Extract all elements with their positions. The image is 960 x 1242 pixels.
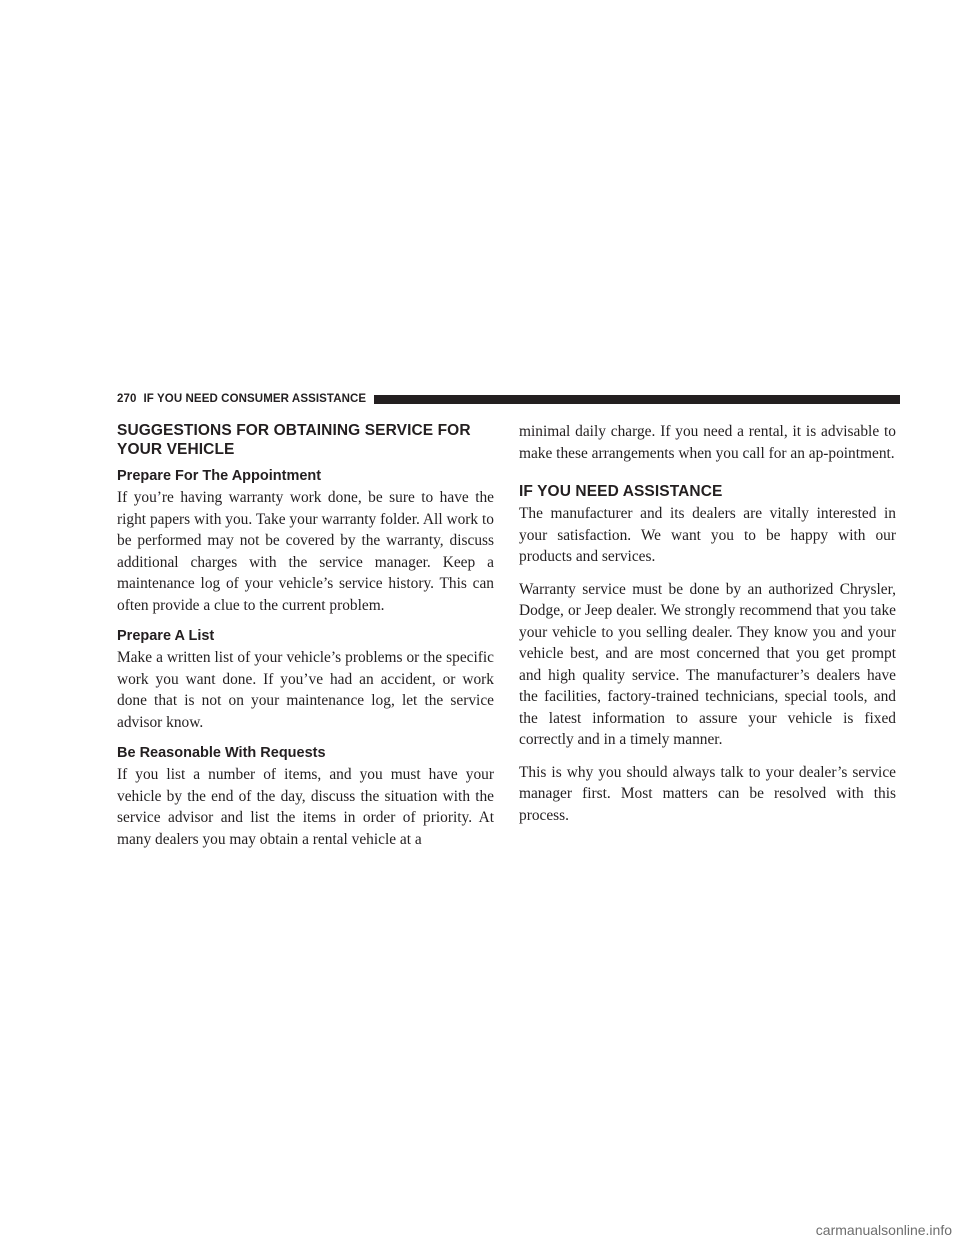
paragraph-assistance-1: The manufacturer and its dealers are vitally interested in your satisfaction. We want you to be happy with our products and services. — [519, 505, 896, 565]
subheading-prepare-appointment: Prepare For The Appointment — [117, 468, 322, 484]
paragraph-assistance-2: Warranty service must be done by an authorized Chrysler, Dodge, or Jeep dealer. We strongly recommend that you take your vehicle to you selling dealer. They know you and your vehicle best, and are most concerned that you get prompt and high quality service. The manufacturer’s dealers have the facilities, factory-trained technicians, special tools, and the latest information to assure your vehicle is fixed correctly and in a timely manner. — [519, 580, 896, 748]
running-header — [117, 391, 900, 407]
right-column — [519, 421, 896, 837]
paragraph-reasonable-requests: If you list a number of items, and you must have your vehicle by the end of the day, discuss the situation with the service advisor and list the items in order of priority. At many dealers you may obtain a rental vehicle at a — [117, 766, 494, 848]
subheading-reasonable-requests: Be Reasonable With Requests — [117, 745, 326, 761]
page-number: 270 — [117, 393, 137, 405]
main-heading: SUGGESTIONS FOR OBTAINING SERVICE FOR YOUR VEHICLE — [117, 422, 471, 458]
paragraph-prepare-list: Make a written list of your vehicle’s problems or the specific work you want done. If you’ve had an accident, or work done that is not on your maintenance log, let the service advisor know. — [117, 649, 494, 731]
assistance-heading: IF YOU NEED ASSISTANCE — [519, 483, 723, 500]
subheading-prepare-list: Prepare A List — [117, 628, 215, 644]
paragraph-prepare-appointment: If you’re having warranty work done, be sure to have the right papers with you. Take your warranty folder. All work to be performed may not be covered by the warranty, discuss additional charges with the service manager. Keep a maintenance log of your vehicle’s service history. This can often provide a clue to the current problem. — [117, 489, 494, 614]
paragraph-assistance-3: This is why you should always talk to your dealer’s service manager first. Most matters can be resolved with this process. — [519, 763, 896, 824]
paragraph-continued: minimal daily charge. If you need a rental, it is advisable to make these arrangements when you call for an ap-pointment. — [519, 423, 896, 462]
watermark-text: carmanualsonline.info — [815, 1222, 952, 1238]
section-title: IF YOU NEED CONSUMER ASSISTANCE — [143, 393, 367, 405]
header-rule — [374, 395, 900, 404]
left-column — [117, 421, 494, 850]
